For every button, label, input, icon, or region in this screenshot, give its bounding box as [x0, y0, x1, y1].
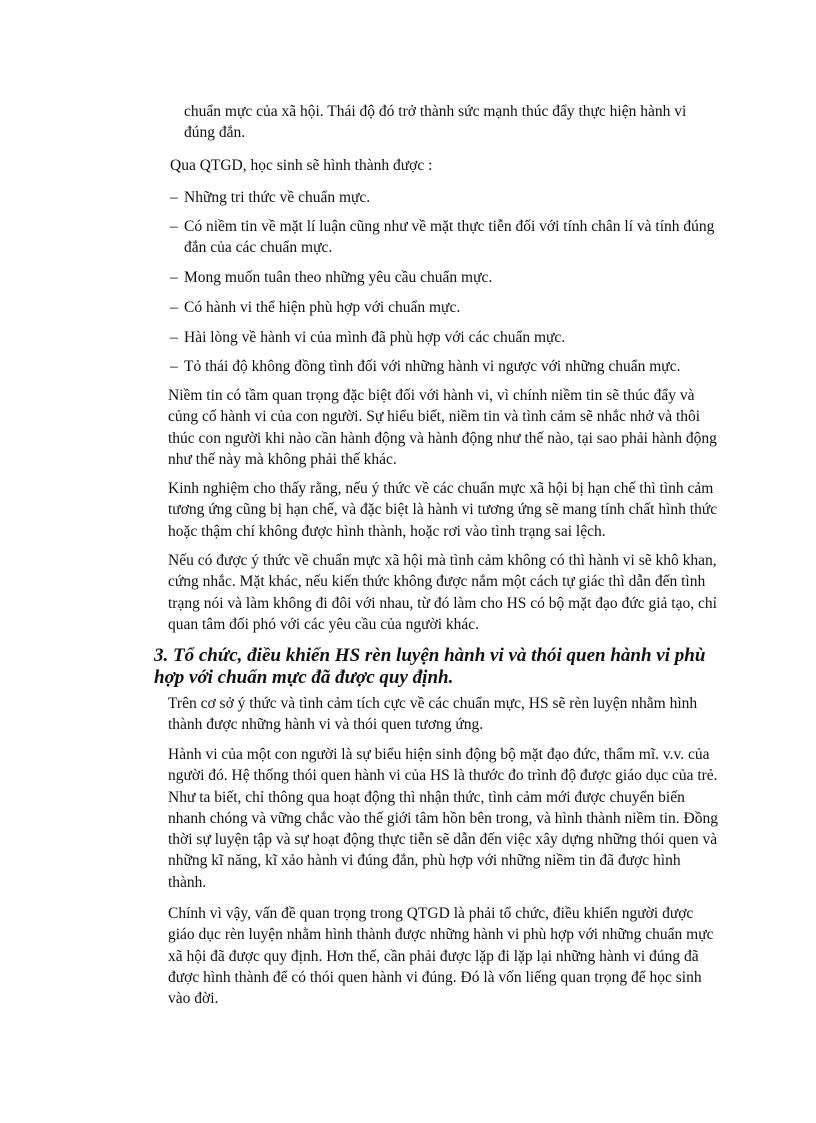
bullet-text: Có niềm tin về mặt lí luận cũng như về mặt thực tiễn đối với tính chân lí và tính đúng đắn của các chuẩn mực.: [184, 218, 715, 257]
bullet-item: [170, 216, 718, 259]
bullet-text: Tỏ thái độ không đồng tình đối với những hành vi ngược với những chuẩn mực.: [184, 358, 681, 375]
bullet-dash: –: [170, 358, 178, 375]
bullet-dash: –: [170, 299, 178, 316]
bullet-text: Có hành vi thể hiện phù hợp với chuẩn mực.: [184, 299, 461, 316]
bullet-text: Mong muốn tuân theo những yêu cầu chuẩn mực.: [184, 269, 493, 286]
bullet-item: [170, 356, 718, 377]
section-paragraph: Hành vi của một con người là sự biểu hiện sinh động bộ mặt đạo đức, thẩm mĩ. v.v. của người đó. Hệ thống thói quen hành vi của HS là thước đo trình độ được giáo dục của trẻ. Như ta biết, chỉ thông qua hoạt động thì nhận thức, tình cảm mới được chuyển biến nhanh chóng và vững chắc vào thế giới tâm hồn bên trong, và hình thành niềm tin. Đồng thời sự luyện tập và sự hoạt động thực tiễn sẽ dẫn đến việc xây dựng những thói quen và những kĩ năng, kĩ xảo hành vi đúng đắn, phù hợp với những niềm tin đã được hình thành.: [168, 746, 718, 891]
intro-line: Qua QTGD, học sinh sẽ hình thành được :: [170, 157, 433, 174]
section-heading: 3. Tổ chức, điều khiển HS rèn luyện hành vi và thói quen hành vi phù hợp với chuẩn mực đã được quy định.: [154, 645, 706, 688]
bullet-dash: –: [170, 329, 178, 346]
bullet-dash: –: [170, 189, 178, 206]
bullet-text: Những tri thức về chuẩn mực.: [184, 189, 371, 206]
bullet-dash: –: [170, 269, 178, 286]
bullet-item: [170, 267, 718, 288]
bullet-item: [170, 327, 718, 348]
body-paragraph: Niềm tin có tầm quan trọng đặc biệt đối với hành vi, vì chính niềm tin sẽ thúc đẩy và củng cố hành vi của con người. Sự hiểu biết, niềm tin và tình cảm sẽ nhắc nhở và thôi thúc con người khi nào cần hành động và hành động như thế nào, tại sao phải hành động như thế này mà không phải thế khác.: [168, 387, 717, 468]
bullet-item: [170, 187, 718, 208]
body-paragraph: Kinh nghiệm cho thấy rằng, nếu ý thức về các chuẩn mực xã hội bị hạn chế thì tình cảm tương ứng cũng bị hạn chế, và đặc biệt là hành vi tương ứng sẽ mang tính chất hình thức hoặc thậm chí không được hình thành, hoặc rơi vào tình trạng sai lệch.: [168, 480, 718, 540]
section-paragraph: Trên cơ sở ý thức và tình cảm tích cực về các chuẩn mực, HS sẽ rèn luyện nhằm hình thành được những hành vi và thói quen tương ứng.: [168, 695, 698, 734]
bullet-item: [170, 297, 718, 318]
continued-paragraph: chuẩn mực của xã hội. Thái độ đó trở thành sức mạnh thúc đẩy thực hiện hành vi đúng đắn.: [184, 103, 687, 142]
bullet-dash: –: [170, 218, 178, 235]
body-paragraph: Nếu có được ý thức về chuẩn mực xã hội mà tình cảm không có thì hành vi sẽ khô khan, cứng nhắc. Mặt khác, nếu kiến thức không được nắm một cách tự giác thì dẫn đến tình trạng nói và làm không đi đôi với nhau, từ đó làm cho HS có bộ mặt đạo đức giả tạo, chỉ quan tâm đối phó với các yêu cầu của người khác.: [168, 552, 717, 633]
bullet-text: Hài lòng về hành vi của mình đã phù hợp với các chuẩn mực.: [184, 329, 566, 346]
section-paragraph: Chính vì vậy, vấn đề quan trọng trong QTGD là phải tổ chức, điều khiển người được giáo dục rèn luyện nhằm hình thành được những hành vi phù hợp với những chuẩn mực xã hội đã được quy định. Hơn thế, cần phải được lặp đi lặp lại những hành vi đúng đã được hình thành để có thói quen hành vi đúng. Đó là vốn liếng quan trọng để học sinh vào đời.: [168, 905, 714, 1008]
